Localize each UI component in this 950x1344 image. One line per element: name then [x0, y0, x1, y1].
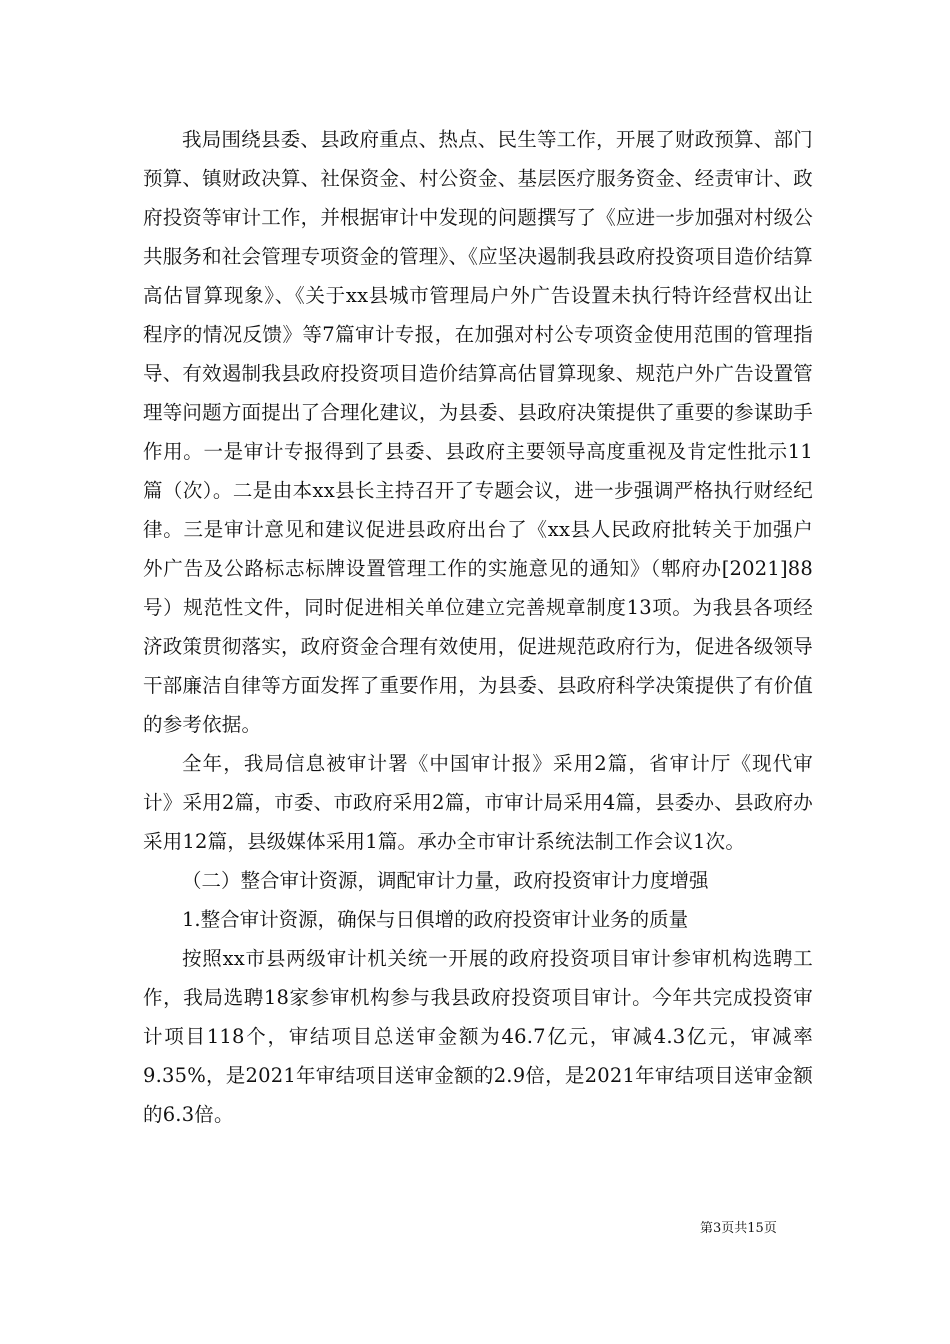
subsection-heading: 1.整合审计资源，确保与日俱增的政府投资审计业务的质量	[182, 908, 689, 931]
paragraph-audit-reports: 我局围绕县委、县政府重点、热点、民生等工作，开展了财政预算、部门预算、镇财政决算、社保资金、村公资金、基层医疗服务资金、经责审计、政府投资等审计工作，并根据审计中发现的问题撰写了《应进一步加强对村级公共服务和社会管理专项资金的管理》、《应坚决遏制我县政府投资项目造价结算高估冒算现象》、《关于xx县城市管理局户外广告设置未执行特许经营权出让程序的情况反馈》等7篇审计专报，在加强对村公专项资金使用范围的管理指导、有效遏制我县政府投资项目造价结算高估冒算现象、规范户外广告设置管理等问题方面提出了合理化建议，为县委、县政府决策提供了重要的参谋助手作用。一是审计专报得到了县委、县政府主要领导高度重视及肯定性批示11篇（次）。二是由本xx县长主持召开了专题会议，进一步强调严格执行财经纪律。三是审计意见和建议促进县政府出台了《xx县人民政府批转关于加强户外广告及公路标志标牌设置管理工作的实施意见的通知》（郫府办[2021]88号）规范性文件，同时促进相关单位建立完善规章制度13项。为我县各项经济政策贯彻落实，政府资金合理有效使用，促进规范政府行为，促进各级领导干部廉洁自律等方面发挥了重要作用，为县委、县政府科学决策提供了有价值的参考依据。	[143, 128, 814, 736]
page-number: 第3页共15页	[700, 1221, 777, 1236]
paragraph-information-adoption: 全年，我局信息被审计署《中国审计报》采用2篇，省审计厅《现代审计》采用2篇，市委、市政府采用2篇，市审计局采用4篇，县委办、县政府办采用12篇，县级媒体采用1篇。承办全市审计系统法制工作会议1次。	[143, 752, 813, 853]
document-body	[143, 120, 813, 1134]
section-heading: （二）整合审计资源，调配审计力量，政府投资审计力度增强	[182, 869, 709, 892]
paragraph-investment-audit: 按照xx市县两级审计机关统一开展的政府投资项目审计参审机构选聘工作，我局选聘18家参审机构参与我县政府投资项目审计。今年共完成投资审计项目118个，审结项目总送审金额为46.7亿元，审减4.3亿元，审减率9.35%，是2021年审结项目送审金额的2.9倍，是2021年审结项目送审金额的6.3倍。	[143, 947, 813, 1126]
